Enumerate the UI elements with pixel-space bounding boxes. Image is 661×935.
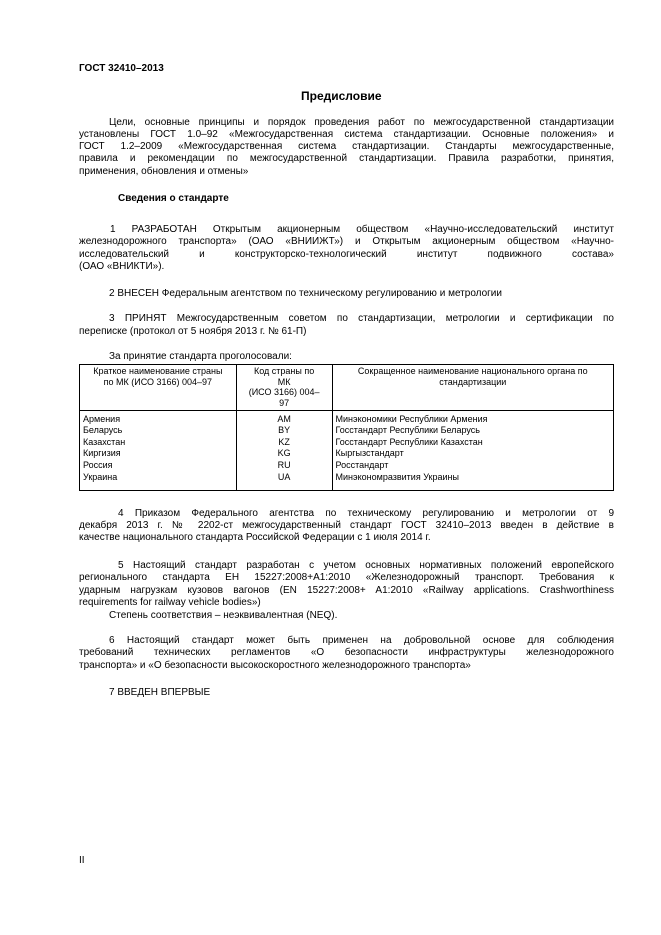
item3-line: 3 ПРИНЯТ Межгосударственным советом по стандартизации, метрологии и сертификации по — [109, 313, 614, 324]
votes-table — [79, 364, 614, 491]
item1-line: железнодорожного транспорта» (ОАО «ВНИИЖТ») и Открытым акционерным обществом «Научно- — [79, 236, 614, 247]
cell-code: BY — [236, 425, 332, 437]
cell-country: Армения — [80, 411, 237, 425]
cell-country: Россия — [80, 459, 237, 471]
preface-title: Предисловие — [301, 89, 382, 103]
cell-country: Украина — [80, 471, 237, 490]
header-country: Краткое наименование страны по МК (ИСО 3166) 004–97 — [80, 365, 237, 411]
item1-line: исследовательский и конструкторско-технологический институт подвижного состава» — [79, 249, 614, 260]
intro-line: установлены ГОСТ 1.0–92 «Межгосударственная система стандартизации. Основные положения» и — [79, 129, 614, 140]
item4-line: качестве национального стандарта Российской Федерации с 1 июля 2014 г. — [79, 532, 431, 543]
item6-line: транспорта» и «О безопасности высокоскоростного железнодорожного транспорта» — [79, 660, 471, 671]
cell-code: AM — [236, 411, 332, 425]
section-title: Сведения о стандарте — [118, 193, 229, 204]
cell-code: RU — [236, 459, 332, 471]
item2: 2 ВНЕСЕН Федеральным агентством по техническому регулированию и метрологии — [109, 288, 502, 299]
votes-caption: За принятие стандарта проголосовали: — [109, 351, 292, 362]
item6-line: требований технических регламентов «О безопасности инфраструктуры железнодорожного — [79, 647, 614, 658]
table-row — [80, 448, 614, 460]
header-code: Код страны по МК (ИСО 3166) 004– 97 — [236, 365, 332, 411]
cell-body: Кыргызстандарт — [332, 448, 613, 460]
cell-code: UA — [236, 471, 332, 490]
item5-line: 5 Настоящий стандарт разработан с учетом основных нормативных положений европейского — [118, 560, 614, 571]
table-row — [80, 425, 614, 437]
cell-body: Минэкономики Республики Армения — [332, 411, 613, 425]
item5-line: ударным нагрузкам кузовов вагонов (EN 15227:2008+ A1:2010 «Railway applications. Crashworthiness — [79, 585, 614, 596]
item6-line: 6 Настоящий стандарт может быть применен на добровольной основе для соблюдения — [109, 635, 614, 646]
cell-country: Беларусь — [80, 425, 237, 437]
item5-conformity: Степень соответствия – неэквивалентная (NEQ). — [109, 610, 338, 621]
table-row — [80, 471, 614, 490]
cell-body: Госстандарт Республики Казахстан — [332, 436, 613, 448]
cell-country: Киргизия — [80, 448, 237, 460]
intro-line: ГОСТ 1.2–2009 «Межгосударственная система стандартизации. Стандарты межгосударственные, — [79, 141, 614, 152]
cell-body: Росстандарт — [332, 459, 613, 471]
item5-line: регионального стандарта ЕН 15227:2008+А1:2010 «Железнодорожный транспорт. Требования к — [79, 572, 614, 583]
header-body: Сокращенное наименование национального органа по стандартизации — [332, 365, 613, 411]
intro-line: применения, обновления и отмены» — [79, 166, 249, 177]
cell-code: KG — [236, 448, 332, 460]
cell-country: Казахстан — [80, 436, 237, 448]
item7: 7 ВВЕДЕН ВПЕРВЫЕ — [109, 687, 211, 698]
table-header-row — [80, 365, 614, 411]
intro-line: правила и рекомендации по межгосударственной стандартизации. Правила разработки, принятия, — [79, 153, 614, 164]
item5-line: requirements for railway vehicle bodies») — [79, 597, 261, 608]
item4-line: 4 Приказом Федерального агентства по техническому регулированию и метрологии от 9 — [118, 508, 614, 519]
item4-line: декабря 2013 г. № 2202-ст межгосударственный стандарт ГОСТ 32410–2013 введен в действие в — [79, 520, 614, 531]
item1-line: (ОАО «ВНИКТИ»). — [79, 261, 165, 272]
item1-line: 1 РАЗРАБОТАН Открытым акционерным обществом «Научно-исследовательский институт — [110, 224, 614, 235]
table-row — [80, 436, 614, 448]
table-row — [80, 459, 614, 471]
item3-line: переписке (протокол от 5 ноября 2013 г. № 61-П) — [79, 326, 307, 337]
intro-line: Цели, основные принципы и порядок проведения работ по межгосударственной стандартизации — [109, 117, 614, 128]
table-row — [80, 411, 614, 425]
cell-body: Госстандарт Республики Беларусь — [332, 425, 613, 437]
page-number: II — [79, 855, 85, 866]
cell-body: Минэкономразвития Украины — [332, 471, 613, 490]
standard-number: ГОСТ 32410–2013 — [79, 63, 164, 74]
cell-code: KZ — [236, 436, 332, 448]
